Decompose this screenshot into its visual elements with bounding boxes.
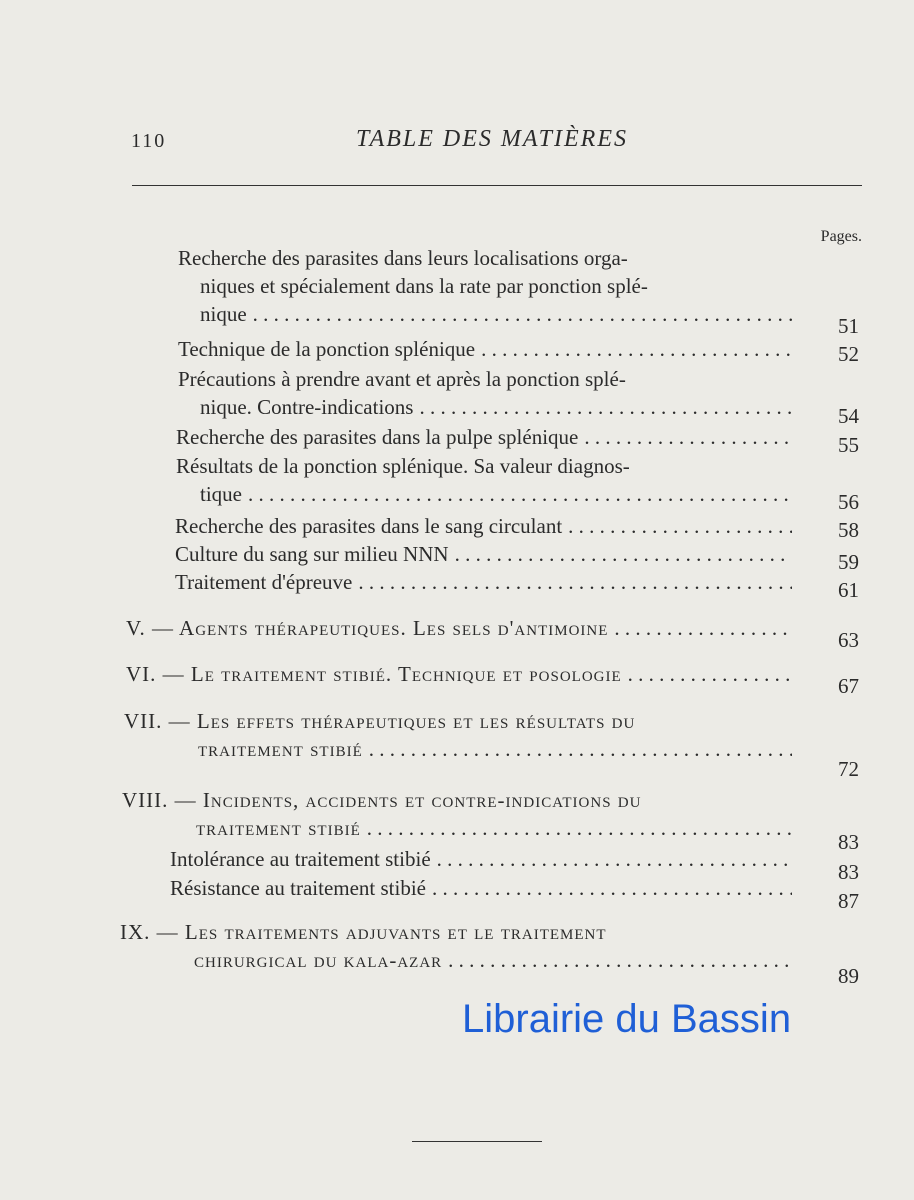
- toc-entry-line-with-leader: [170, 845, 798, 873]
- toc-entry-line-with-leader: [170, 874, 798, 902]
- toc-entry-line: Recherche des parasites dans le sang circulant: [175, 514, 563, 538]
- toc-entry-line-with-leader: [175, 540, 798, 568]
- toc-chapter-line-with-leader: [122, 814, 798, 842]
- toc-chapter-title: VII. — Les effets thérapeutiques et les résultats du: [124, 709, 636, 733]
- toc-entry-line: Traitement d'épreuve: [175, 570, 353, 594]
- toc-page-number: 52: [838, 342, 859, 366]
- dot-leader: [248, 480, 792, 508]
- toc-chapter-title: traitement stibié: [198, 737, 363, 761]
- toc-page-number: 59: [838, 550, 859, 574]
- toc-page-number: 83: [838, 860, 859, 884]
- toc-entry: [178, 365, 798, 421]
- toc-entry: [178, 335, 798, 363]
- toc-entry: [175, 568, 798, 596]
- toc-chapter-line-with-leader: [126, 614, 798, 642]
- dot-leader: [584, 423, 792, 451]
- toc-entry-line-with-leader: [178, 393, 798, 421]
- pages-column-label: Pages.: [820, 228, 862, 245]
- page-number: 110: [131, 130, 167, 152]
- toc-entry-line: Culture du sang sur milieu NNN: [175, 542, 449, 566]
- toc-chapter-line-with-leader: [126, 660, 798, 688]
- toc-entry: [170, 874, 798, 902]
- toc-entry-line-with-leader: [178, 335, 798, 363]
- footer-rule: [412, 1141, 542, 1142]
- toc-entry-line: nique: [200, 302, 247, 326]
- toc-entry-line: Résultats de la ponction splénique. Sa valeur diagnos-: [176, 454, 630, 478]
- dot-leader: [253, 300, 792, 328]
- toc-page-number: 51: [838, 314, 859, 338]
- toc-entry-line-with-leader: [176, 480, 798, 508]
- toc-chapter-line-with-leader: [124, 735, 798, 763]
- toc-page-number: 72: [838, 757, 859, 781]
- toc-entry: [170, 845, 798, 873]
- dot-leader: [367, 814, 792, 842]
- dot-leader: [358, 568, 792, 596]
- dot-leader: [568, 512, 792, 540]
- toc-chapter: [126, 660, 798, 688]
- dot-leader: [437, 845, 792, 873]
- toc-entry-line-with-leader: [175, 568, 798, 596]
- toc-entry: [175, 540, 798, 568]
- dot-leader: [432, 874, 792, 902]
- dot-leader: [369, 735, 792, 763]
- toc-chapter-title: VIII. — Incidents, accidents et contre-indications du: [122, 788, 642, 812]
- toc-chapter-title: chirurgical du kala-azar: [194, 948, 443, 972]
- toc-page-number: 67: [838, 674, 859, 698]
- page-title: TABLE DES MATIÈRES: [356, 126, 628, 152]
- toc-entry-line: Technique de la ponction splénique: [178, 337, 476, 361]
- toc-chapter: [120, 918, 798, 974]
- dot-leader: [448, 946, 792, 974]
- toc-chapter-title: traitement stibié: [196, 816, 361, 840]
- toc-entry-line-with-leader: [178, 300, 798, 328]
- toc-chapter: [122, 786, 798, 842]
- toc-page-number: 55: [838, 433, 859, 457]
- toc-page-number: 56: [838, 490, 859, 514]
- toc-entry-line: Précautions à prendre avant et après la ponction splé-: [178, 367, 626, 391]
- dot-leader: [419, 393, 792, 421]
- toc-entry-line-with-leader: [176, 423, 798, 451]
- toc-page-number: 89: [838, 964, 859, 988]
- toc-page-number: 63: [838, 628, 859, 652]
- toc-entry: [175, 512, 798, 540]
- toc-entry-line-with-leader: [175, 512, 798, 540]
- toc-entry-line: tique: [200, 482, 242, 506]
- dot-leader: [628, 660, 792, 688]
- dot-leader: [614, 614, 792, 642]
- toc-chapter-title: IX. — Les traitements adjuvants et le traitement: [120, 920, 607, 944]
- toc-page-number: 83: [838, 830, 859, 854]
- toc-page-number: 54: [838, 404, 859, 428]
- toc-chapter-title: VI. — Le traitement stibié. Technique et posologie: [126, 662, 622, 686]
- toc-chapter: [124, 707, 798, 763]
- toc-entry-line: Recherche des parasites dans leurs localisations orga-: [178, 246, 628, 270]
- toc-entry-line: Recherche des parasites dans la pulpe splénique: [176, 425, 579, 449]
- toc-entry: [176, 452, 798, 508]
- toc-page-number: 61: [838, 578, 859, 602]
- toc-chapter-line-with-leader: [120, 946, 798, 974]
- toc-page-number: 58: [838, 518, 859, 542]
- dot-leader: [481, 335, 792, 363]
- toc-entry-line: Résistance au traitement stibié: [170, 876, 426, 900]
- toc-entry: [178, 244, 798, 328]
- toc-entry-line: nique. Contre-indications: [200, 395, 414, 419]
- toc-page-number: 87: [838, 889, 859, 913]
- toc-entry-line: niques et spécialement dans la rate par ponction splé-: [200, 274, 648, 298]
- toc-entry-line: Intolérance au traitement stibié: [170, 847, 431, 871]
- toc-chapter-title: V. — Agents thérapeutiques. Les sels d'antimoine: [126, 616, 609, 640]
- toc-chapter: [126, 614, 798, 642]
- header-rule: [132, 185, 862, 186]
- toc-entry: [176, 423, 798, 451]
- watermark-text: Librairie du Bassin: [462, 997, 792, 1041]
- dot-leader: [455, 540, 792, 568]
